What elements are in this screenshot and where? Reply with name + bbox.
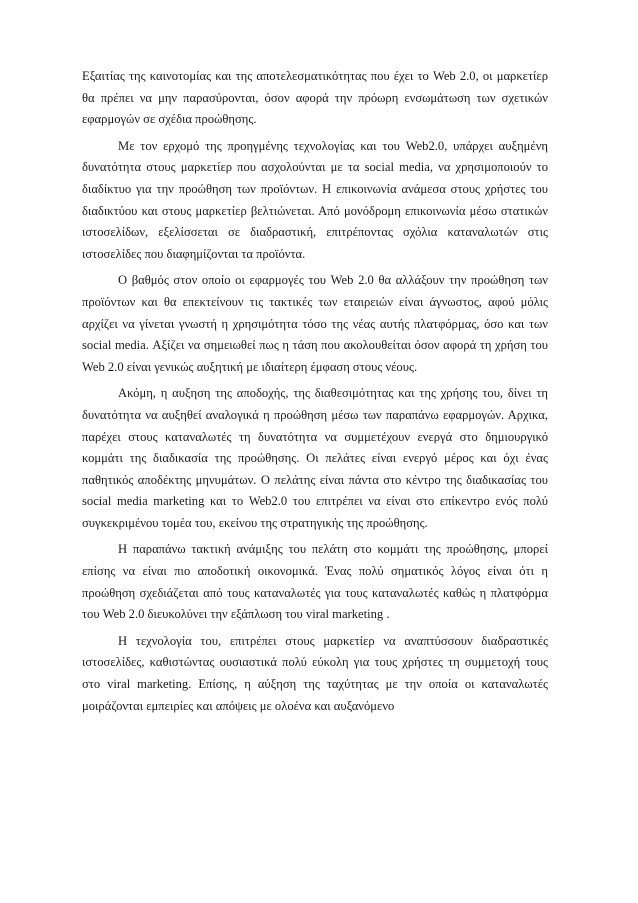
paragraph-2: Με τον ερχομό της προηγμένης τεχνολογίας και του Web2.0, υπάρχει αυξημένη δυνατότητα στους μαρκετίερ που ασχολούνται με τα social media, να χρησιμοποιούν το διαδίκτυο για την προώθηση των προϊόντων. Η επικοινωνία ανάμεσα στους χρήστες του διαδικτύου και στους μαρκετίερ βελτιώνεται. Από μονόδρομη επικοινωνία μέσω στατικών ιστοσελίδων, εξελίσσεται σε διαδραστική, επιτρέποντας σχόλια καταναλωτών στις ιστοσελίδες που διαφημίζονται τα προϊόντα.	[82, 138, 548, 261]
paragraph-4: Ακόμη, η αυξηση της αποδοχής, της διαθεσιμότητας και της χρήσης του, δίνει τη δυνατότητα να αυξηθεί αναλογικά η προώθηση μέσω των παραπάνω εφαρμογών. Αρχικα, παρέχει στους καταναλωτές τη δυνατότητα να συμμετέχουν ενεργά στο δημιουργικό κομμάτι της διαδικασία της προώθησης. Οι πελάτες είναι ενεργό μέρος και όχι ένας παθητικός αποδέκτης μηνυμάτων. Ο πελάτης είναι πάντα στο κέντρο της διαδικασίας του social media marketing και το Web2.0 του επιτρέπει να είναι στο επίκεντρο ενός πολύ συγκεκριμένου τομέα του, εκείνου της στρατηγικής της προώθησης.	[82, 386, 548, 530]
document-body	[82, 66, 548, 722]
paragraph-5: Η παραπάνω τακτική ανάμιξης του πελάτη στο κομμάτι της προώθησης, μπορεί επίσης να είναι πιο αποδοτική οικονομικά. Ένας πολύ σηματικός λόγος είναι ότι η προώθηση σχεδιάζεται από τους καταναλωτές για τους καταναλωτές καθώς η πλατφόρμα του Web 2.0 διευκολύνει την εξάπλωση του viral marketing .	[82, 542, 548, 622]
paragraph-1: Εξαιτίας της καινοτομίας και της αποτελεσματικότητας που έχει το Web 2.0, οι μαρκετίερ θα πρέπει να μην παρασύρονται, όσον αφορά την πρόωρη ενσωμάτωση των σχετικών εφαρμογών σε σχέδια προώθησης.	[82, 69, 548, 127]
paragraph-6: Η τεχνολογία του, επιτρέπει στους μαρκετίερ να αναπτύσσουν διαδραστικές ιστοσελίδες, καθιστώντας ουσιαστικά πολύ εύκολη για τους χρήστες τη συμμετοχή τους στο viral marketing. Επίσης, η αύξηση της ταχύτητας με την οποία οι καταναλωτές μοιράζονται εμπειρίες και απόψεις με ολοένα και αυξανόμενο	[82, 633, 548, 713]
paragraph-3: Ο βαθμός στον οποίο οι εφαρμογές του Web 2.0 θα αλλάξουν την προώθηση των προϊόντων και θα επεκτείνουν τις τακτικές των εταιρειών είναι άγνωστος, αφού μόλις αρχίζει να γίνεται γνωστή η χρησιμότητα τόσο της νέας αυτής πλατφόρμας, όσο και των social media. Αξίζει να σημειωθεί πως η τάση που ακολουθείται όσον αφορά τη χρήση του Web 2.0 είναι γενικώς αυξητική με ιδιαίτερη έμφαση στους νέους.	[82, 273, 548, 374]
